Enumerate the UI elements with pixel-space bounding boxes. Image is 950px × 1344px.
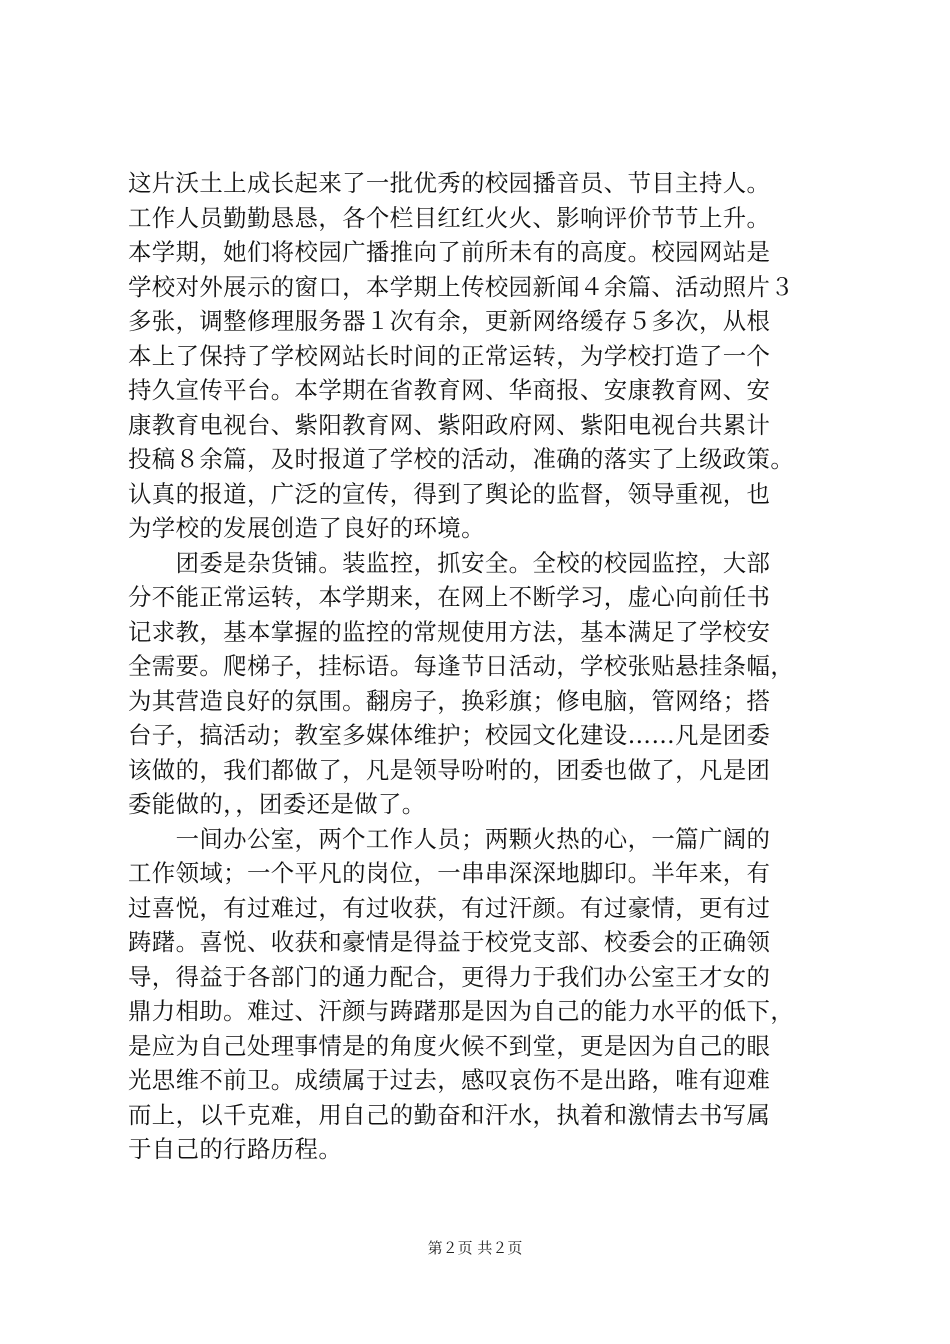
- text-line: 这片沃土上成长起来了一批优秀的校园播音员、节目主持人。: [128, 169, 771, 197]
- text-line: 踌躇。喜悦、收获和豪情是得益于校党支部、校委会的正确领: [128, 928, 771, 956]
- text-line: 该做的，我们都做了，凡是领导吩咐的，团委也做了，凡是团: [128, 755, 771, 784]
- text-line: 持久宣传平台。本学期在省教育网、华商报、安康教育网、安: [128, 376, 771, 404]
- text-line: 康教育电视台、紫阳教育网、紫阳政府网、紫阳电视台共累计: [128, 410, 771, 439]
- text-line: 鼎力相助。难过、汗颜与踌躇那是因为自己的能力水平的低下，: [128, 997, 795, 1025]
- text-line: 多张，调整修理服务器１次有余，更新网络缓存５多次，从根: [128, 307, 771, 335]
- text-line: 台子，搞活动；教室多媒体维护；校园文化建设……凡是团委: [128, 721, 771, 749]
- text-line: 一间办公室，两个工作人员；两颗火热的心，一篇广阔的: [128, 824, 771, 853]
- text-line: 认真的报道，广泛的宣传，得到了舆论的监督，领导重视，也: [128, 479, 771, 508]
- text-line: 工作领域；一个平凡的岗位，一串串深深地脚印。半年来，有: [128, 859, 771, 887]
- page-number-label: 第２页 共２页: [427, 1239, 523, 1257]
- text-line: 全需要。爬梯子，挂标语。每逢节日活动，学校张贴悬挂条幅，: [128, 652, 795, 680]
- text-line: 导，得益于各部门的通力配合，更得力于我们办公室王才女的: [128, 962, 771, 991]
- text-line: 而上，以千克难，用自己的勤奋和汗水，执着和激情去书写属: [128, 1100, 771, 1129]
- text-line: 团委是杂货铺。装监控，抓安全。全校的校园监控，大部: [128, 548, 771, 577]
- text-line: 本上了保持了学校网站长时间的正常运转，为学校打造了一个: [128, 341, 771, 370]
- text-line: 学校对外展示的窗口，本学期上传校园新闻４余篇、活动照片３: [128, 272, 795, 301]
- text-line: 委能做的，，团委还是做了。: [128, 790, 426, 818]
- page-footer: [0, 1238, 950, 1258]
- text-line: 于自己的行路历程。: [128, 1135, 343, 1163]
- text-line: 分不能正常运转，本学期来，在网上不断学习，虚心向前任书: [128, 583, 771, 611]
- text-line: 投稿８余篇，及时报道了学校的活动，准确的落实了上级政策。: [128, 445, 795, 473]
- text-line: 是应为自己处理事情是的角度火候不到堂，更是因为自己的眼: [128, 1031, 771, 1060]
- text-line: 过喜悦，有过难过，有过收获，有过汗颜。有过豪情，更有过: [128, 893, 771, 922]
- text-line: 为学校的发展创造了良好的环境。: [128, 514, 485, 542]
- text-line: 记求教，基本掌握的监控的常规使用方法，基本满足了学校安: [128, 617, 771, 646]
- document-body: [128, 166, 844, 1167]
- text-line: 为其营造良好的氛围。翻房子，换彩旗；修电脑，管网络；搭: [128, 686, 771, 715]
- text-line: 本学期，她们将校园广播推向了前所未有的高度。校园网站是: [128, 238, 771, 266]
- text-line: 工作人员勤勤恳恳，各个栏目红红火火、影响评价节节上升。: [128, 203, 771, 232]
- text-line: 光思维不前卫。成绩属于过去，感叹哀伤不是出路，唯有迎难: [128, 1066, 771, 1094]
